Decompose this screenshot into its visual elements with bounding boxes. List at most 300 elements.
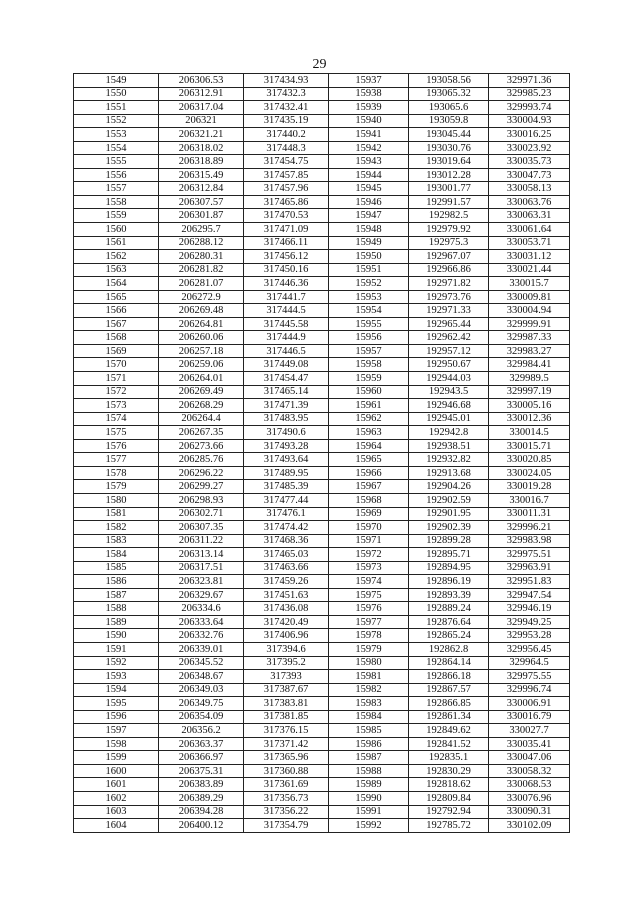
y-coordinate-left: 317432.3 <box>244 87 329 101</box>
y-coordinate-right: 330061.64 <box>489 223 570 237</box>
point-number-right: 15977 <box>329 615 409 629</box>
y-coordinate-right: 329999.91 <box>489 317 570 331</box>
table-row <box>74 74 570 88</box>
x-coordinate-left: 206281.07 <box>159 277 244 291</box>
x-coordinate-right: 193001.77 <box>409 182 489 196</box>
y-coordinate-right: 329985.23 <box>489 87 570 101</box>
x-coordinate-right: 192809.84 <box>409 791 489 805</box>
y-coordinate-left: 317440.2 <box>244 128 329 142</box>
point-number-left: 1593 <box>74 670 159 684</box>
table-row <box>74 290 570 304</box>
x-coordinate-left: 206312.91 <box>159 87 244 101</box>
y-coordinate-right: 329946.19 <box>489 602 570 616</box>
x-coordinate-right: 192946.68 <box>409 399 489 413</box>
y-coordinate-right: 330035.41 <box>489 737 570 751</box>
point-number-right: 15951 <box>329 263 409 277</box>
point-number-left: 1569 <box>74 344 159 358</box>
point-number-left: 1561 <box>74 236 159 250</box>
point-number-left: 1583 <box>74 534 159 548</box>
x-coordinate-left: 206323.81 <box>159 575 244 589</box>
y-coordinate-left: 317456.12 <box>244 250 329 264</box>
x-coordinate-left: 206273.66 <box>159 439 244 453</box>
x-coordinate-right: 192982.5 <box>409 209 489 223</box>
x-coordinate-right: 192957.12 <box>409 344 489 358</box>
x-coordinate-left: 206354.09 <box>159 710 244 724</box>
table-row <box>74 372 570 386</box>
x-coordinate-right: 192913.68 <box>409 466 489 480</box>
point-number-right: 15976 <box>329 602 409 616</box>
table-row <box>74 819 570 833</box>
x-coordinate-left: 206299.27 <box>159 480 244 494</box>
y-coordinate-right: 329951.83 <box>489 575 570 589</box>
x-coordinate-left: 206306.53 <box>159 74 244 88</box>
x-coordinate-right: 192967.07 <box>409 250 489 264</box>
y-coordinate-right: 330011.31 <box>489 507 570 521</box>
table-row <box>74 805 570 819</box>
table-row <box>74 128 570 142</box>
x-coordinate-left: 206356.2 <box>159 724 244 738</box>
y-coordinate-right: 330009.81 <box>489 290 570 304</box>
x-coordinate-right: 192950.67 <box>409 358 489 372</box>
y-coordinate-right: 329975.55 <box>489 670 570 684</box>
coordinates-table-body <box>74 74 570 833</box>
y-coordinate-right: 329971.36 <box>489 74 570 88</box>
x-coordinate-left: 206389.29 <box>159 791 244 805</box>
point-number-left: 1587 <box>74 588 159 602</box>
table-row <box>74 236 570 250</box>
table-row <box>74 588 570 602</box>
y-coordinate-left: 317444.5 <box>244 304 329 318</box>
y-coordinate-left: 317463.66 <box>244 561 329 575</box>
y-coordinate-left: 317483.95 <box>244 412 329 426</box>
table-row <box>74 480 570 494</box>
point-number-left: 1602 <box>74 791 159 805</box>
table-row <box>74 385 570 399</box>
point-number-right: 15965 <box>329 453 409 467</box>
x-coordinate-left: 206311.22 <box>159 534 244 548</box>
point-number-right: 15990 <box>329 791 409 805</box>
x-coordinate-right: 192889.24 <box>409 602 489 616</box>
point-number-left: 1592 <box>74 656 159 670</box>
point-number-right: 15972 <box>329 548 409 562</box>
point-number-left: 1557 <box>74 182 159 196</box>
x-coordinate-right: 193012.28 <box>409 168 489 182</box>
point-number-left: 1549 <box>74 74 159 88</box>
point-number-left: 1590 <box>74 629 159 643</box>
table-row <box>74 466 570 480</box>
x-coordinate-left: 206394.28 <box>159 805 244 819</box>
table-row <box>74 426 570 440</box>
point-number-left: 1580 <box>74 493 159 507</box>
x-coordinate-right: 193045.44 <box>409 128 489 142</box>
y-coordinate-right: 329983.98 <box>489 534 570 548</box>
y-coordinate-right: 330014.5 <box>489 426 570 440</box>
x-coordinate-right: 192902.39 <box>409 521 489 535</box>
point-number-left: 1565 <box>74 290 159 304</box>
x-coordinate-right: 193019.64 <box>409 155 489 169</box>
table-row <box>74 575 570 589</box>
point-number-right: 15944 <box>329 168 409 182</box>
x-coordinate-right: 192971.33 <box>409 304 489 318</box>
y-coordinate-right: 329989.5 <box>489 372 570 386</box>
point-number-left: 1597 <box>74 724 159 738</box>
page-number: 29 <box>312 57 327 72</box>
point-number-right: 15952 <box>329 277 409 291</box>
x-coordinate-right: 193065.6 <box>409 101 489 115</box>
point-number-right: 15958 <box>329 358 409 372</box>
x-coordinate-right: 192899.28 <box>409 534 489 548</box>
table-row <box>74 263 570 277</box>
table-row <box>74 548 570 562</box>
x-coordinate-left: 206349.03 <box>159 683 244 697</box>
y-coordinate-right: 330027.7 <box>489 724 570 738</box>
point-number-left: 1595 <box>74 697 159 711</box>
x-coordinate-left: 206296.22 <box>159 466 244 480</box>
y-coordinate-right: 329963.91 <box>489 561 570 575</box>
point-number-right: 15959 <box>329 372 409 386</box>
table-row <box>74 534 570 548</box>
y-coordinate-right: 330006.91 <box>489 697 570 711</box>
table-row <box>74 399 570 413</box>
x-coordinate-left: 206264.01 <box>159 372 244 386</box>
table-row <box>74 168 570 182</box>
x-coordinate-left: 206307.57 <box>159 195 244 209</box>
point-number-left: 1564 <box>74 277 159 291</box>
y-coordinate-left: 317471.09 <box>244 223 329 237</box>
x-coordinate-right: 192865.24 <box>409 629 489 643</box>
point-number-right: 15991 <box>329 805 409 819</box>
y-coordinate-left: 317454.75 <box>244 155 329 169</box>
point-number-right: 15971 <box>329 534 409 548</box>
y-coordinate-left: 317360.88 <box>244 764 329 778</box>
x-coordinate-right: 192849.62 <box>409 724 489 738</box>
point-number-left: 1589 <box>74 615 159 629</box>
x-coordinate-left: 206317.51 <box>159 561 244 575</box>
x-coordinate-left: 206349.75 <box>159 697 244 711</box>
y-coordinate-right: 329993.74 <box>489 101 570 115</box>
table-row <box>74 358 570 372</box>
x-coordinate-left: 206313.14 <box>159 548 244 562</box>
point-number-right: 15988 <box>329 764 409 778</box>
x-coordinate-right: 192835.1 <box>409 751 489 765</box>
y-coordinate-left: 317436.08 <box>244 602 329 616</box>
x-coordinate-left: 206301.87 <box>159 209 244 223</box>
y-coordinate-left: 317444.9 <box>244 331 329 345</box>
x-coordinate-right: 192830.29 <box>409 764 489 778</box>
point-number-left: 1573 <box>74 399 159 413</box>
x-coordinate-left: 206269.49 <box>159 385 244 399</box>
y-coordinate-left: 317371.42 <box>244 737 329 751</box>
x-coordinate-right: 192942.8 <box>409 426 489 440</box>
point-number-right: 15955 <box>329 317 409 331</box>
point-number-right: 15940 <box>329 114 409 128</box>
table-row <box>74 670 570 684</box>
table-row <box>74 493 570 507</box>
x-coordinate-left: 206269.48 <box>159 304 244 318</box>
point-number-right: 15968 <box>329 493 409 507</box>
y-coordinate-right: 329987.33 <box>489 331 570 345</box>
y-coordinate-left: 317441.7 <box>244 290 329 304</box>
point-number-left: 1559 <box>74 209 159 223</box>
table-row <box>74 710 570 724</box>
y-coordinate-left: 317465.03 <box>244 548 329 562</box>
y-coordinate-left: 317493.64 <box>244 453 329 467</box>
table-row <box>74 439 570 453</box>
point-number-left: 1591 <box>74 642 159 656</box>
table-row <box>74 507 570 521</box>
point-number-right: 15947 <box>329 209 409 223</box>
x-coordinate-right: 192965.44 <box>409 317 489 331</box>
point-number-right: 15974 <box>329 575 409 589</box>
x-coordinate-left: 206268.29 <box>159 399 244 413</box>
y-coordinate-left: 317434.93 <box>244 74 329 88</box>
point-number-left: 1560 <box>74 223 159 237</box>
table-row <box>74 521 570 535</box>
point-number-right: 15981 <box>329 670 409 684</box>
y-coordinate-right: 329956.45 <box>489 642 570 656</box>
point-number-left: 1550 <box>74 87 159 101</box>
x-coordinate-right: 192894.95 <box>409 561 489 575</box>
x-coordinate-right: 192944.03 <box>409 372 489 386</box>
y-coordinate-left: 317450.16 <box>244 263 329 277</box>
point-number-right: 15953 <box>329 290 409 304</box>
point-number-right: 15986 <box>329 737 409 751</box>
x-coordinate-left: 206318.89 <box>159 155 244 169</box>
y-coordinate-left: 317490.6 <box>244 426 329 440</box>
y-coordinate-right: 330020.85 <box>489 453 570 467</box>
x-coordinate-left: 206264.4 <box>159 412 244 426</box>
point-number-left: 1558 <box>74 195 159 209</box>
table-row <box>74 182 570 196</box>
point-number-left: 1551 <box>74 101 159 115</box>
table-row <box>74 317 570 331</box>
point-number-left: 1566 <box>74 304 159 318</box>
y-coordinate-right: 330053.71 <box>489 236 570 250</box>
point-number-right: 15964 <box>329 439 409 453</box>
y-coordinate-right: 329997.19 <box>489 385 570 399</box>
point-number-right: 15985 <box>329 724 409 738</box>
table-row <box>74 629 570 643</box>
table-row <box>74 602 570 616</box>
y-coordinate-right: 330023.92 <box>489 141 570 155</box>
point-number-right: 15980 <box>329 656 409 670</box>
y-coordinate-right: 329953.28 <box>489 629 570 643</box>
y-coordinate-left: 317381.85 <box>244 710 329 724</box>
point-number-left: 1604 <box>74 819 159 833</box>
point-number-left: 1594 <box>74 683 159 697</box>
x-coordinate-left: 206259.06 <box>159 358 244 372</box>
point-number-right: 15979 <box>329 642 409 656</box>
y-coordinate-left: 317394.6 <box>244 642 329 656</box>
x-coordinate-right: 192938.51 <box>409 439 489 453</box>
y-coordinate-right: 329964.5 <box>489 656 570 670</box>
point-number-left: 1554 <box>74 141 159 155</box>
y-coordinate-left: 317432.41 <box>244 101 329 115</box>
x-coordinate-right: 192841.52 <box>409 737 489 751</box>
y-coordinate-right: 330090.31 <box>489 805 570 819</box>
y-coordinate-left: 317465.86 <box>244 195 329 209</box>
table-row <box>74 751 570 765</box>
y-coordinate-left: 317485.39 <box>244 480 329 494</box>
x-coordinate-left: 206333.64 <box>159 615 244 629</box>
y-coordinate-left: 317446.5 <box>244 344 329 358</box>
x-coordinate-left: 206272.9 <box>159 290 244 304</box>
y-coordinate-left: 317457.85 <box>244 168 329 182</box>
y-coordinate-left: 317365.96 <box>244 751 329 765</box>
y-coordinate-left: 317470.53 <box>244 209 329 223</box>
point-number-right: 15956 <box>329 331 409 345</box>
point-number-right: 15945 <box>329 182 409 196</box>
y-coordinate-left: 317445.58 <box>244 317 329 331</box>
x-coordinate-left: 206312.84 <box>159 182 244 196</box>
x-coordinate-right: 192818.62 <box>409 778 489 792</box>
x-coordinate-right: 192932.82 <box>409 453 489 467</box>
x-coordinate-left: 206329.67 <box>159 588 244 602</box>
table-row <box>74 277 570 291</box>
table-row <box>74 697 570 711</box>
point-number-left: 1556 <box>74 168 159 182</box>
y-coordinate-left: 317420.49 <box>244 615 329 629</box>
point-number-right: 15978 <box>329 629 409 643</box>
x-coordinate-right: 192975.3 <box>409 236 489 250</box>
x-coordinate-left: 206295.7 <box>159 223 244 237</box>
y-coordinate-left: 317476.1 <box>244 507 329 521</box>
table-row <box>74 155 570 169</box>
point-number-left: 1577 <box>74 453 159 467</box>
x-coordinate-left: 206298.93 <box>159 493 244 507</box>
table-row <box>74 331 570 345</box>
x-coordinate-left: 206400.12 <box>159 819 244 833</box>
point-number-left: 1575 <box>74 426 159 440</box>
point-number-right: 15948 <box>329 223 409 237</box>
table-row <box>74 778 570 792</box>
table-row <box>74 615 570 629</box>
x-coordinate-left: 206317.04 <box>159 101 244 115</box>
y-coordinate-left: 317465.14 <box>244 385 329 399</box>
point-number-left: 1574 <box>74 412 159 426</box>
x-coordinate-right: 193065.32 <box>409 87 489 101</box>
y-coordinate-left: 317354.79 <box>244 819 329 833</box>
point-number-right: 15943 <box>329 155 409 169</box>
table-row <box>74 561 570 575</box>
y-coordinate-right: 330063.31 <box>489 209 570 223</box>
table-row <box>74 656 570 670</box>
x-coordinate-left: 206264.81 <box>159 317 244 331</box>
x-coordinate-right: 192861.34 <box>409 710 489 724</box>
x-coordinate-right: 192971.82 <box>409 277 489 291</box>
y-coordinate-right: 330031.12 <box>489 250 570 264</box>
x-coordinate-right: 193058.56 <box>409 74 489 88</box>
y-coordinate-left: 317361.69 <box>244 778 329 792</box>
point-number-right: 15992 <box>329 819 409 833</box>
x-coordinate-left: 206257.18 <box>159 344 244 358</box>
point-number-left: 1582 <box>74 521 159 535</box>
point-number-right: 15987 <box>329 751 409 765</box>
y-coordinate-left: 317454.47 <box>244 372 329 386</box>
y-coordinate-right: 329983.27 <box>489 344 570 358</box>
table-row <box>74 724 570 738</box>
x-coordinate-left: 206332.76 <box>159 629 244 643</box>
table-row <box>74 764 570 778</box>
x-coordinate-right: 192867.57 <box>409 683 489 697</box>
point-number-left: 1585 <box>74 561 159 575</box>
point-number-right: 15989 <box>329 778 409 792</box>
x-coordinate-left: 206288.12 <box>159 236 244 250</box>
table-row <box>74 683 570 697</box>
y-coordinate-right: 329984.41 <box>489 358 570 372</box>
y-coordinate-right: 330012.36 <box>489 412 570 426</box>
table-row <box>74 87 570 101</box>
x-coordinate-left: 206285.76 <box>159 453 244 467</box>
point-number-right: 15939 <box>329 101 409 115</box>
x-coordinate-right: 192876.64 <box>409 615 489 629</box>
x-coordinate-right: 192896.19 <box>409 575 489 589</box>
x-coordinate-right: 192866.85 <box>409 697 489 711</box>
point-number-left: 1553 <box>74 128 159 142</box>
x-coordinate-right: 192901.95 <box>409 507 489 521</box>
y-coordinate-left: 317471.39 <box>244 399 329 413</box>
y-coordinate-right: 330063.76 <box>489 195 570 209</box>
y-coordinate-left: 317474.42 <box>244 521 329 535</box>
point-number-left: 1570 <box>74 358 159 372</box>
y-coordinate-right: 330058.13 <box>489 182 570 196</box>
y-coordinate-left: 317448.3 <box>244 141 329 155</box>
table-row <box>74 344 570 358</box>
point-number-right: 15942 <box>329 141 409 155</box>
point-number-left: 1572 <box>74 385 159 399</box>
y-coordinate-right: 330102.09 <box>489 819 570 833</box>
x-coordinate-right: 193059.8 <box>409 114 489 128</box>
y-coordinate-right: 330047.06 <box>489 751 570 765</box>
table-row <box>74 101 570 115</box>
x-coordinate-right: 192866.18 <box>409 670 489 684</box>
x-coordinate-right: 192962.42 <box>409 331 489 345</box>
point-number-left: 1579 <box>74 480 159 494</box>
y-coordinate-right: 330047.73 <box>489 168 570 182</box>
x-coordinate-right: 192943.5 <box>409 385 489 399</box>
y-coordinate-left: 317393 <box>244 670 329 684</box>
x-coordinate-left: 206260.06 <box>159 331 244 345</box>
y-coordinate-left: 317489.95 <box>244 466 329 480</box>
y-coordinate-right: 330058.32 <box>489 764 570 778</box>
x-coordinate-left: 206280.31 <box>159 250 244 264</box>
x-coordinate-right: 192893.39 <box>409 588 489 602</box>
table-row <box>74 223 570 237</box>
x-coordinate-right: 192973.76 <box>409 290 489 304</box>
y-coordinate-left: 317446.36 <box>244 277 329 291</box>
x-coordinate-right: 192864.14 <box>409 656 489 670</box>
y-coordinate-left: 317468.36 <box>244 534 329 548</box>
y-coordinate-left: 317477.44 <box>244 493 329 507</box>
point-number-right: 15984 <box>329 710 409 724</box>
y-coordinate-right: 330068.53 <box>489 778 570 792</box>
x-coordinate-right: 193030.76 <box>409 141 489 155</box>
y-coordinate-left: 317406.96 <box>244 629 329 643</box>
y-coordinate-left: 317387.67 <box>244 683 329 697</box>
y-coordinate-right: 329947.54 <box>489 588 570 602</box>
table-row <box>74 195 570 209</box>
y-coordinate-left: 317376.15 <box>244 724 329 738</box>
table-row <box>74 209 570 223</box>
point-number-right: 15970 <box>329 521 409 535</box>
y-coordinate-right: 329996.21 <box>489 521 570 535</box>
x-coordinate-right: 192902.59 <box>409 493 489 507</box>
point-number-left: 1588 <box>74 602 159 616</box>
x-coordinate-left: 206302.71 <box>159 507 244 521</box>
x-coordinate-right: 192904.26 <box>409 480 489 494</box>
x-coordinate-left: 206334.6 <box>159 602 244 616</box>
y-coordinate-right: 330015.71 <box>489 439 570 453</box>
